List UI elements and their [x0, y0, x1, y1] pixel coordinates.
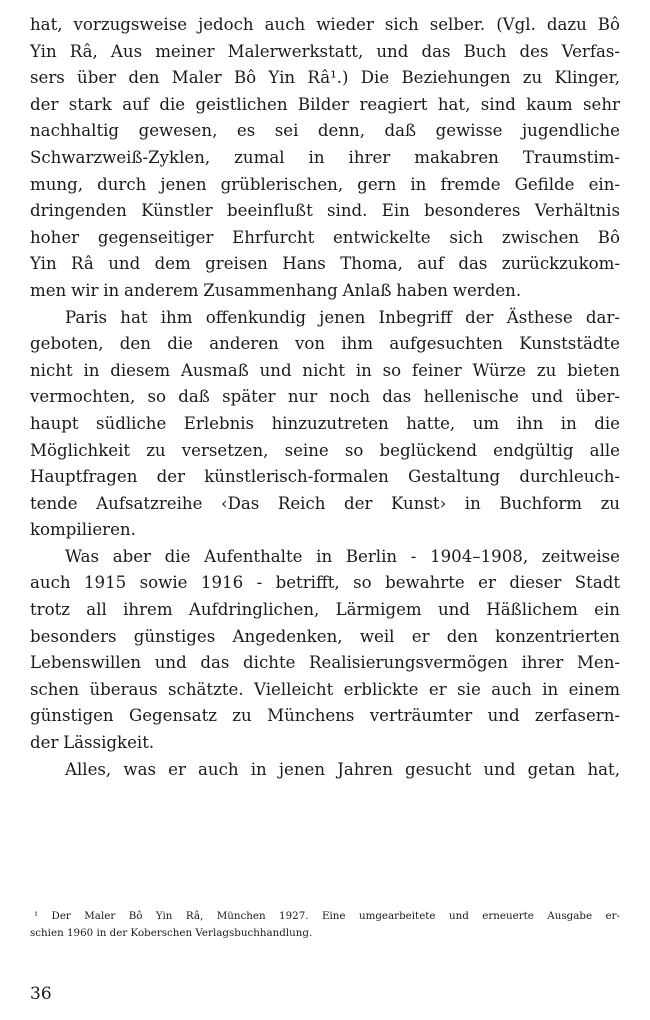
body-line: günstigen Gegensatz zu Münchens verträumter und zerfasern-	[30, 706, 620, 726]
body-text	[30, 12, 620, 783]
footnote-line: schien 1960 in der Koberschen Verlagsbuchhandlung.	[30, 927, 313, 939]
body-line: Möglichkeit zu versetzen, seine so beglückend endgültig alle	[30, 440, 620, 460]
body-line: Paris hat ihm offenkundig jenen Inbegriff der Ästhese dar-	[65, 307, 620, 327]
body-line: besonders günstiges Angedenken, weil er den konzentrierten	[30, 626, 620, 646]
body-line: Was aber die Aufenthalte in Berlin - 1904–1908, zeitweise	[65, 546, 620, 566]
body-line: auch 1915 sowie 1916 - betrifft, so bewahrte er dieser Stadt	[30, 573, 620, 593]
body-line: Alles, was er auch in jenen Jahren gesucht und getan hat,	[65, 759, 620, 779]
body-line: der stark auf die geistlichen Bilder reagiert hat, sind kaum sehr	[30, 94, 620, 114]
body-line: hat, vorzugsweise jedoch auch wieder sich selber. (Vgl. dazu Bô	[30, 15, 620, 34]
body-line: mung, durch jenen grüblerischen, gern in fremde Gefilde ein-	[30, 174, 620, 194]
body-line: Lebenswillen und das dichte Realisierungsvermögen ihrer Men-	[30, 653, 620, 673]
body-line: men wir in anderem Zusammenhang Anlaß haben werden.	[30, 280, 522, 300]
body-line: nachhaltig gewesen, es sei denn, daß gewisse jugendliche	[30, 121, 620, 141]
body-line: trotz all ihrem Aufdringlichen, Lärmigem und Häßlichem ein	[30, 600, 620, 620]
footnote-line: ¹ Der Maler Bô Yin Râ, München 1927. Eine umgearbeitete und erneuerte Ausgabe er-	[34, 910, 620, 922]
body-line: hoher gegenseitiger Ehrfurcht entwickelte sich zwischen Bô	[30, 227, 620, 247]
body-line: Schwarzweiß-Zyklen, zumal in ihrer makabren Traumstim-	[30, 147, 620, 167]
body-line: haupt südliche Erlebnis hinzuzutreten hatte, um ihn in die	[30, 413, 620, 433]
body-line: vermochten, so daß später nur noch das hellenische und über-	[30, 387, 620, 407]
body-line: sers über den Maler Bô Yin Râ¹.) Die Beziehungen zu Klinger,	[30, 68, 620, 88]
footnote	[30, 908, 620, 942]
page-number: 36	[30, 984, 52, 1004]
body-line: tende Aufsatzreihe ‹Das Reich der Kunst› in Buchform zu	[30, 493, 620, 513]
body-line: kompilieren.	[30, 520, 136, 540]
body-line: Yin Râ und dem greisen Hans Thoma, auf das zurückzukom-	[30, 254, 620, 274]
body-line: nicht in diesem Ausmaß und nicht in so feiner Würze zu bieten	[30, 360, 620, 380]
body-line: Hauptfragen der künstlerisch-formalen Gestaltung durchleuch-	[30, 467, 620, 487]
body-line: der Lässigkeit.	[30, 733, 155, 753]
body-line: geboten, den die anderen von ihm aufgesuchten Kunststädte	[30, 334, 620, 354]
body-line: schen überaus schätzte. Vielleicht erblickte er sie auch in einem	[30, 679, 620, 699]
body-line: Yin Râ, Aus meiner Malerwerkstatt, und das Buch des Verfas-	[30, 41, 620, 61]
body-line: dringenden Künstler beeinflußt sind. Ein besonderes Verhältnis	[30, 201, 620, 221]
